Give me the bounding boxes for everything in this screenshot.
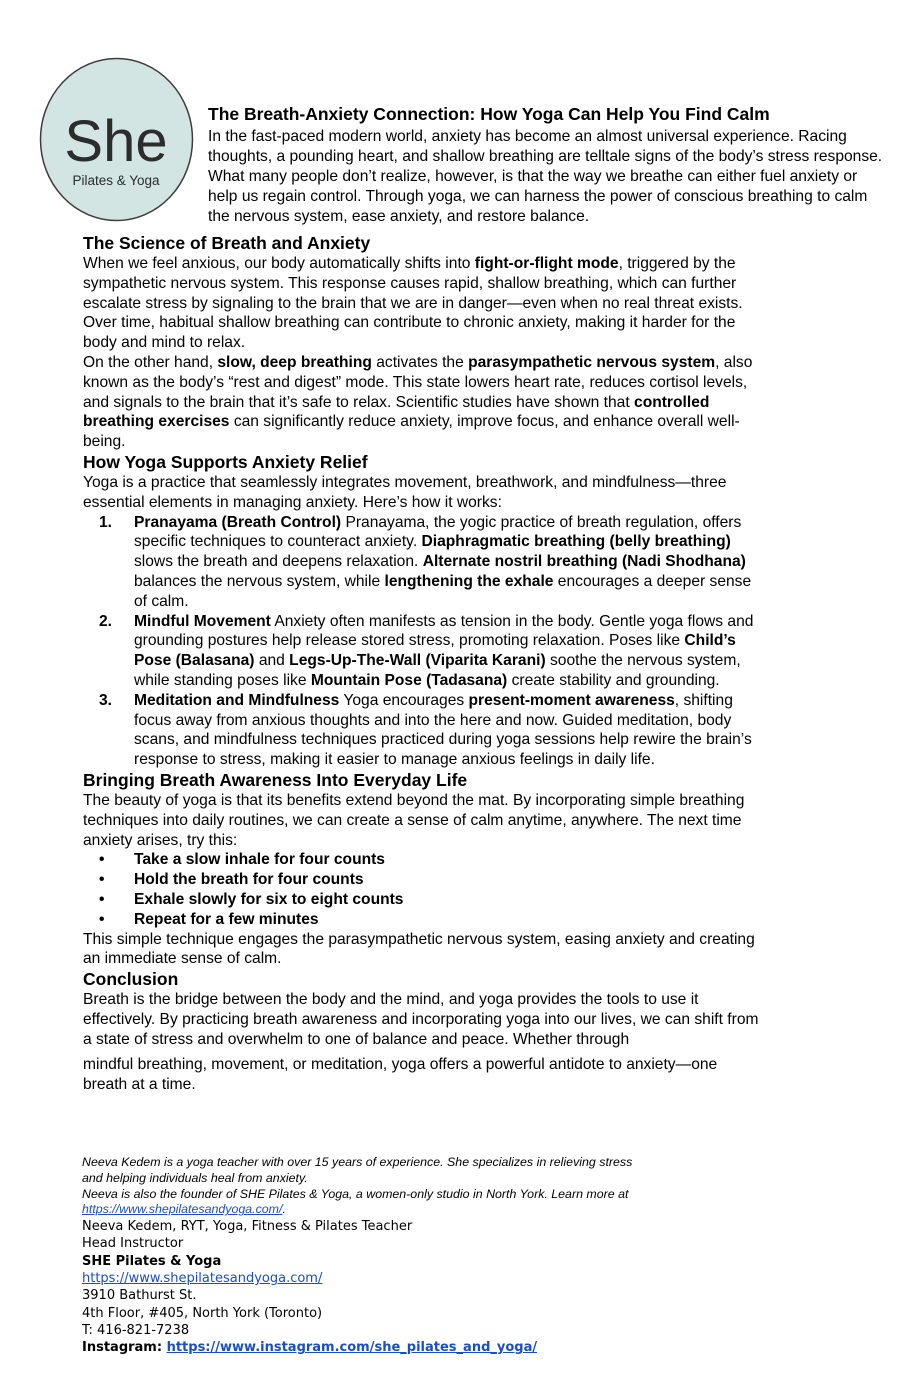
list-item: • Exhale slowly for six to eight counts — [99, 890, 404, 908]
author-bio-2: Neeva is also the founder of SHE Pilates & Yoga, a women-only studio in North York. Learn more at https://www.shepilatesandyoga.com/. — [82, 1186, 629, 1217]
science-paragraph-2: On the other hand, slow, deep breathing activates the parasympathetic nervous system, also known as the body’s “rest and digest” mode. This state lowers heart rate, reduces cortisol levels, and signals to the brain that it’s safe to relax. Scientific studies have shown that controlled breathing exercises can significantly reduce anxiety, improve focus, and enhance overall well-being. — [83, 353, 753, 451]
address-line-1: 3910 Bathurst St. — [82, 1288, 197, 1304]
author-role: Head Instructor — [82, 1236, 184, 1252]
list-item: • Repeat for a few minutes — [99, 910, 319, 928]
section-heading-conclusion: Conclusion — [83, 969, 179, 990]
list-item: 2. Mindful Movement Anxiety often manifests as tension in the body. Gentle yoga flows and grounding postures help release stored stress, promoting relaxation. Poses like Child’s Pose (Balasana) and Legs-Up-The-Wall (Viparita Karani) soothe the nervous system, while standing poses like Mountain Pose (Tadasana) create stability and grounding. — [99, 612, 754, 689]
author-bio-1: Neeva Kedem is a yoga teacher with over 15 years of experience. She specializes in relieving stress and helping individuals heal from anxiety. — [82, 1155, 633, 1185]
instagram-link[interactable]: https://www.instagram.com/she_pilates_and_yoga/ — [166, 1340, 538, 1356]
everyday-intro: The beauty of yoga is that its benefits extend beyond the mat. By incorporating simple breathing techniques into daily routines, we can create a sense of calm anytime, anywhere. The next time anxiety arises, try this: — [83, 791, 745, 849]
list-item: • Take a slow inhale for four counts — [99, 851, 385, 869]
section-heading-science: The Science of Breath and Anxiety — [83, 233, 371, 253]
article-body — [83, 233, 763, 1095]
list-item: 1. Pranayama (Breath Control) Pranayama, the yogic practice of breath regulation, offers specific techniques to counteract anxiety. Diaphragmatic breathing (belly breathing) slows the breath and deepens relaxation. Alternate nostril breathing (Nadi Shodhana) balances the nervous system, while lengthening the exhale encourages a deeper sense of calm. — [99, 513, 752, 610]
intro-paragraph: In the fast-paced modern world, anxiety has become an almost universal experience. Racing thoughts, a pounding heart, and shallow breathing are telltale signs of the body’s stress response. What many people don’t realize, however, is that the way we breathe can either fuel anxiety or help us regain control. Through yoga, we can harness the power of conscious breathing to calm the nervous system, ease anxiety, and restore balance. — [208, 128, 883, 225]
studio-name: SHE Pilates & Yoga — [82, 1253, 222, 1269]
logo-tagline: Pilates & Yoga — [72, 173, 160, 188]
conclusion-paragraph-1: Breath is the bridge between the body and the mind, and yoga provides the tools to use it effectively. By practicing breath awareness and incorporating yoga into our lives, we can shift from a state of stress and overwhelm to one of balance and peace. Whether through — [83, 991, 759, 1048]
studio-website-link-inline[interactable]: https://www.shepilatesandyoga.com/ — [82, 1202, 283, 1217]
instagram-line: Instagram: https://www.instagram.com/she_pilates_and_yoga/ — [82, 1340, 538, 1356]
studio-website-link[interactable]: https://www.shepilatesandyoga.com/ — [82, 1271, 323, 1287]
phone-line: T: 416-821-7238 — [82, 1322, 190, 1338]
logo-icon — [39, 57, 194, 222]
section-heading-yoga: How Yoga Supports Anxiety Relief — [83, 451, 368, 472]
article-title: The Breath-Anxiety Connection: How Yoga Can Help You Find Calm — [208, 104, 770, 124]
yoga-intro: Yoga is a practice that seamlessly integrates movement, breathwork, and mindfulness—three essential elements in managing anxiety. Here’s how it works: — [83, 473, 727, 511]
everyday-outro: This simple technique engages the parasympathetic nervous system, easing anxiety and creating an immediate sense of calm. — [83, 930, 755, 968]
address-line-2: 4th Floor, #405, North York (Toronto) — [82, 1305, 323, 1321]
website-line — [82, 1270, 642, 1287]
author-footer — [82, 1155, 642, 1357]
author-name-line: Neeva Kedem, RYT, Yoga, Fitness & Pilates Teacher — [82, 1219, 413, 1235]
studio-logo — [39, 57, 194, 222]
logo-brand: She — [64, 109, 168, 174]
article-intro — [208, 104, 888, 227]
list-item: 3. Meditation and Mindfulness Yoga encourages present-moment awareness, shifting focus away from anxious thoughts and into the here and now. Guided meditation, body scans, and mindfulness techniques practiced during yoga sessions help rewire the brain’s response to stress, making it easier to manage anxious feelings in daily life. — [99, 691, 752, 769]
yoga-list — [83, 513, 763, 770]
list-item: • Hold the breath for four counts — [99, 871, 364, 889]
breathing-steps-list — [83, 850, 763, 929]
section-heading-everyday: Bringing Breath Awareness Into Everyday Life — [83, 769, 468, 790]
conclusion-paragraph-2: mindful breathing, movement, or meditation, yoga offers a powerful antidote to anxiety—one breath at a time. — [83, 1056, 718, 1094]
science-paragraph-1: When we feel anxious, our body automatically shifts into fight-or-flight mode, triggered by the sympathetic nervous system. This response causes rapid, shallow breathing, which can further escalate stress by signaling to the brain that we are in danger—even when no real threat exists. Over time, habitual shallow breathing can contribute to chronic anxiety, making it harder for the body and mind to relax. — [83, 255, 743, 352]
